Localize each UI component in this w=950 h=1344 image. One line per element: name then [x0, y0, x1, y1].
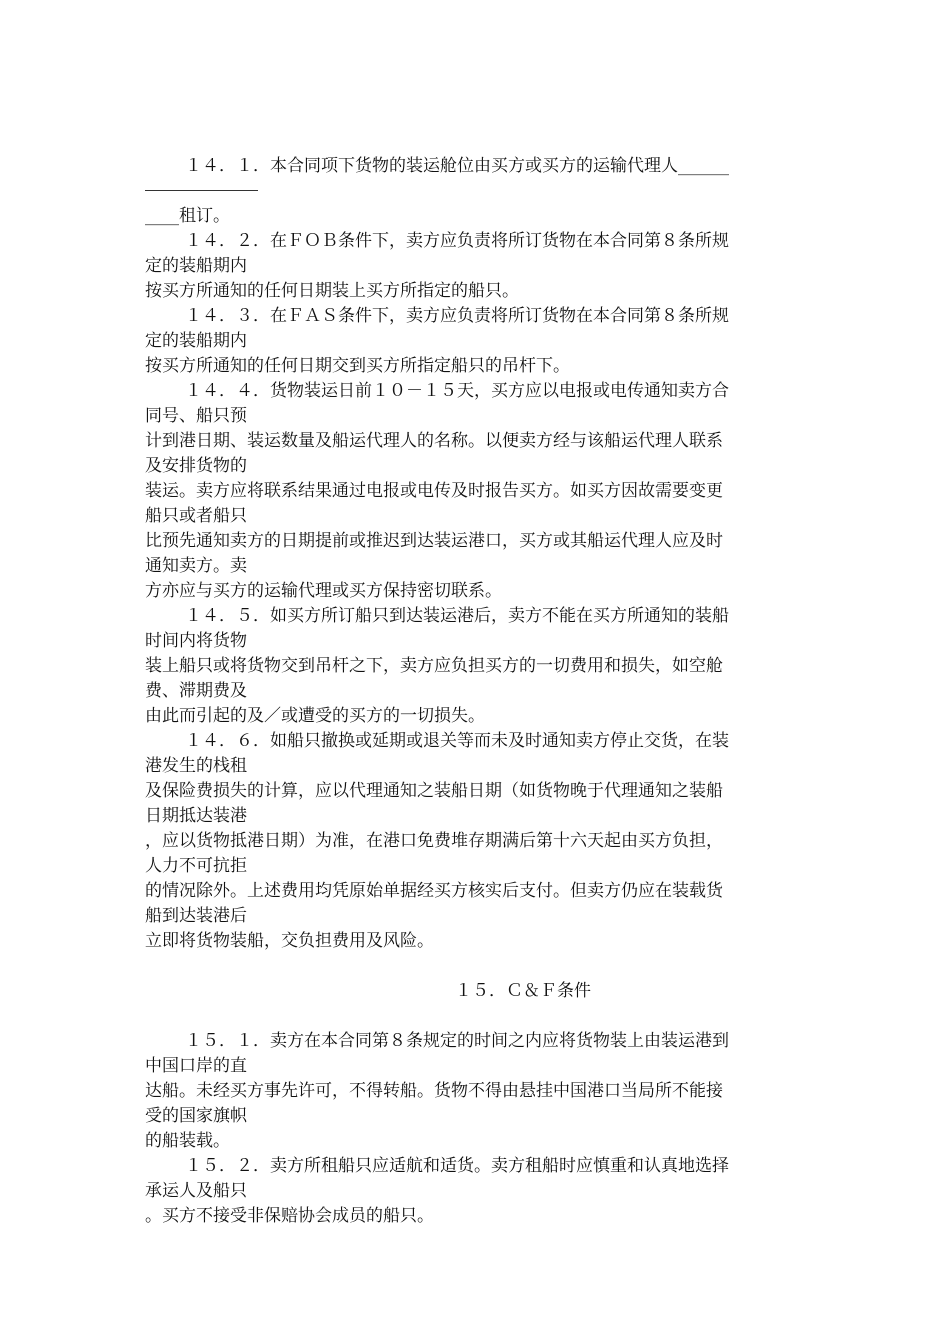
text-line: 费、滞期费及: [145, 681, 247, 701]
text-line: １４．５．如买方所订船只到达装运港后，卖方不能在买方所通知的装船: [185, 606, 729, 626]
text-line: 比预先通知卖方的日期提前或推迟到达装运港口，买方或其船运代理人应及时: [145, 531, 723, 551]
text-line: ____租订。: [145, 206, 230, 226]
text-line: 装运。卖方应将联系结果通过电报或电传及时报告买方。如买方因故需要变更: [145, 481, 723, 501]
text-line: 人力不可抗拒: [145, 856, 247, 876]
fill-in-blank-line: [145, 190, 258, 191]
text-line: 。买方不接受非保赔协会成员的船只。: [145, 1206, 434, 1226]
text-line: 承运人及船只: [145, 1181, 247, 1201]
text-line: １５．２．卖方所租船只应适航和适货。卖方租船时应慎重和认真地选择: [185, 1156, 729, 1176]
text-line: 装上船只或将货物交到吊杆之下，卖方应负担买方的一切费用和损失，如空舱: [145, 656, 723, 676]
text-line: １５．１．卖方在本合同第８条规定的时间之内应将货物装上由装运港到: [185, 1031, 729, 1051]
text-line: 船到达装港后: [145, 906, 247, 926]
text-line: １４．３．在ＦＡＳ条件下，卖方应负责将所订货物在本合同第８条所规: [185, 306, 729, 326]
text-line: 的情况除外。上述费用均凭原始单据经买方核实后支付。但卖方仍应在装载货: [145, 881, 723, 901]
text-line: 立即将货物装船，交负担费用及风险。: [145, 931, 434, 951]
text-line: 港发生的栈租: [145, 756, 247, 776]
text-line: 船只或者船只: [145, 506, 247, 526]
text-line: １４．６．如船只撤换或延期或退关等而未及时通知卖方停止交货，在装: [185, 731, 729, 751]
text-line: １４．１．本合同项下货物的装运舱位由买方或买方的运输代理人______: [185, 156, 729, 176]
text-line: 受的国家旗帜: [145, 1106, 247, 1126]
text-line: ，应以货物抵港日期）为准，在港口免费堆存期满后第十六天起由买方负担，: [145, 831, 723, 851]
text-line: 通知卖方。卖: [145, 556, 247, 576]
text-line: 按买方所通知的任何日期装上买方所指定的船只。: [145, 281, 519, 301]
text-line: 计到港日期、装运数量及船运代理人的名称。以便卖方经与该船运代理人联系: [145, 431, 723, 451]
text-line: 中国口岸的直: [145, 1056, 247, 1076]
text-line: 时间内将货物: [145, 631, 247, 651]
text-line: 达船。未经买方事先许可，不得转船。货物不得由悬挂中国港口当局所不能接: [145, 1081, 723, 1101]
text-line: １４．４．货物装运日前１０－１５天，买方应以电报或电传通知卖方合: [185, 381, 729, 401]
text-line: 由此而引起的及／或遭受的买方的一切损失。: [145, 706, 485, 726]
section-heading: １５．Ｃ＆Ｆ条件: [455, 981, 591, 1001]
text-line: 定的装船期内: [145, 256, 247, 276]
text-line: １４．２．在ＦＯＢ条件下，卖方应负责将所订货物在本合同第８条所规: [185, 231, 729, 251]
text-line: 日期抵达装港: [145, 806, 247, 826]
text-line: 定的装船期内: [145, 331, 247, 351]
text-line: 的船装载。: [145, 1131, 230, 1151]
text-line: 方亦应与买方的运输代理或买方保持密切联系。: [145, 581, 502, 601]
text-line: 及保险费损失的计算，应以代理通知之装船日期（如货物晚于代理通知之装船: [145, 781, 723, 801]
text-line: 按买方所通知的任何日期交到买方所指定船只的吊杆下。: [145, 356, 570, 376]
text-line: 同号、船只预: [145, 406, 247, 426]
text-line: 及安排货物的: [145, 456, 247, 476]
